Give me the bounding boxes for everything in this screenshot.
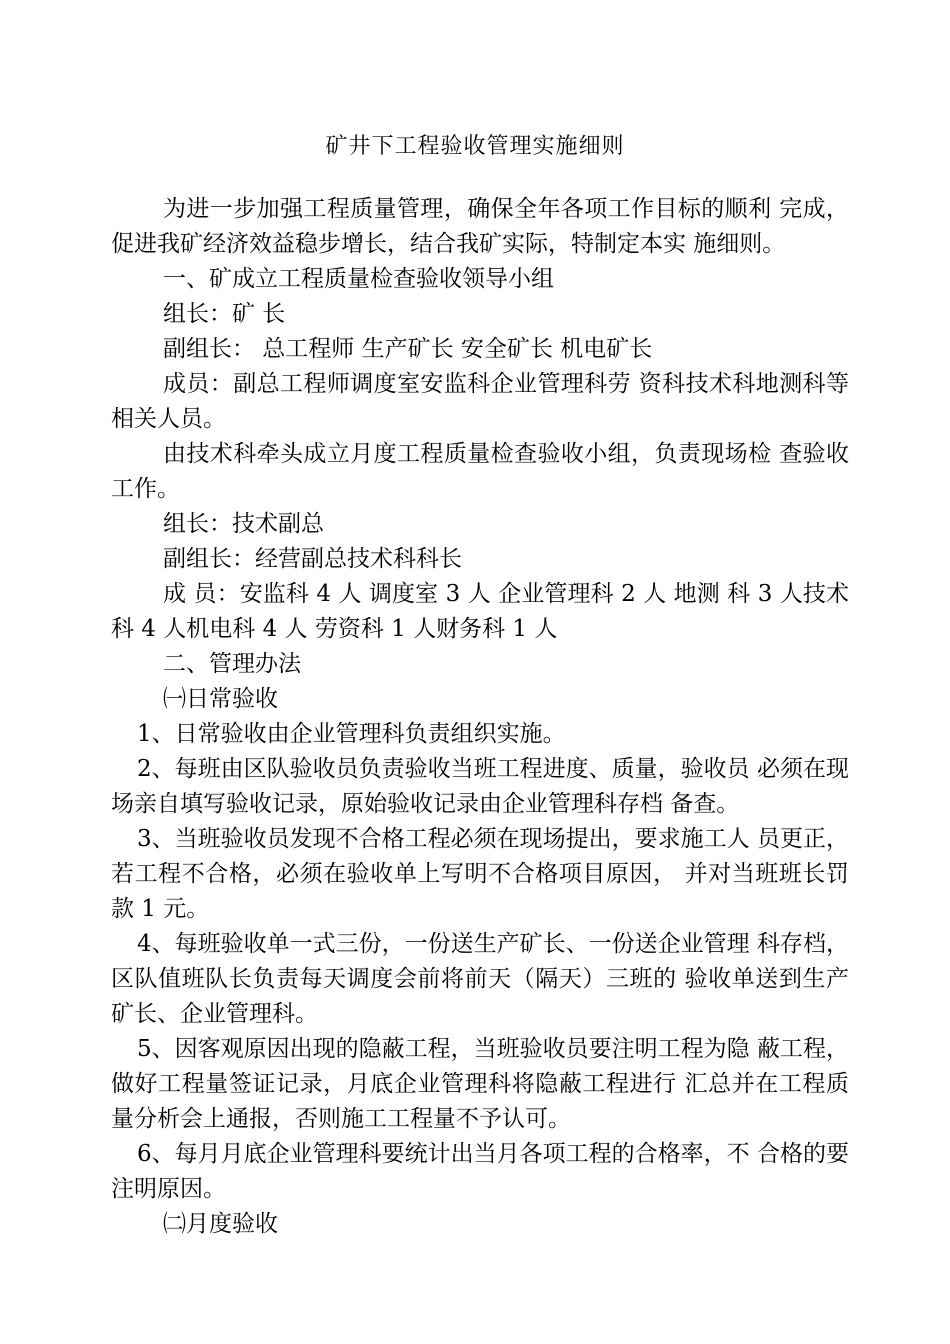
paragraph: 一、矿成立工程质量检查验收领导小组 <box>163 266 554 292</box>
paragraph: 3、当班验收员发现不合格工程必须在现场提出，要求施工人 员更正，若工程不合格，必须在验收单上写明不合格项目原因， 并对当班班长罚款 1 元。 <box>111 826 849 922</box>
paragraph: 副组长：经营副总技术科科长 <box>163 546 462 572</box>
paragraph: ㈡月度验收 <box>163 1211 278 1237</box>
document-title: 矿井下工程验收管理实施细则 <box>325 134 625 159</box>
paragraph: 由技术科牵头成立月度工程质量检查验收小组，负责现场检 查验收工作。 <box>111 441 849 502</box>
paragraph: ㈠日常验收 <box>163 686 278 712</box>
paragraph: 为进一步加强工程质量管理，确保全年各项工作目标的顺利 完成，促进我矿经济效益稳步增长，结合我矿实际，特制定本实 施细则。 <box>111 196 849 257</box>
paragraph: 成 员：安监科 4 人 调度室 3 人 企业管理科 2 人 地测 科 3 人技术科 4 人机电科 4 人 劳资科 1 人财务科 1 人 <box>111 581 849 642</box>
paragraph: 4、每班验收单一式三份，一份送生产矿长、一份送企业管理 科存档，区队值班队长负责每天调度会前将前天（隔天）三班的 验收单送到生产矿长、企业管理科。 <box>111 931 849 1027</box>
paragraph: 2、每班由区队验收员负责验收当班工程进度、质量，验收员 必须在现场亲自填写验收记录，原始验收记录由企业管理科存档 备查。 <box>111 756 849 817</box>
paragraph: 5、因客观原因出现的隐蔽工程，当班验收员要注明工程为隐 蔽工程，做好工程量签证记录，月底企业管理科将隐蔽工程进行 汇总并在工程质量分析会上通报，否则施工工程量不予认可。 <box>111 1036 849 1132</box>
paragraph: 组长：技术副总 <box>163 511 324 537</box>
paragraph: 1、日常验收由企业管理科负责组织实施。 <box>137 721 566 747</box>
document-body <box>111 192 849 1242</box>
paragraph: 组长：矿 长 <box>163 301 286 327</box>
paragraph: 成员：副总工程师调度室安监科企业管理科劳 资科技术科地测科等相关人员。 <box>111 371 849 432</box>
paragraph: 6、每月月底企业管理科要统计出当月各项工程的合格率，不 合格的要注明原因。 <box>111 1141 849 1202</box>
paragraph: 副组长： 总工程师 生产矿长 安全矿长 机电矿长 <box>163 336 653 362</box>
paragraph: 二、管理办法 <box>163 651 301 677</box>
